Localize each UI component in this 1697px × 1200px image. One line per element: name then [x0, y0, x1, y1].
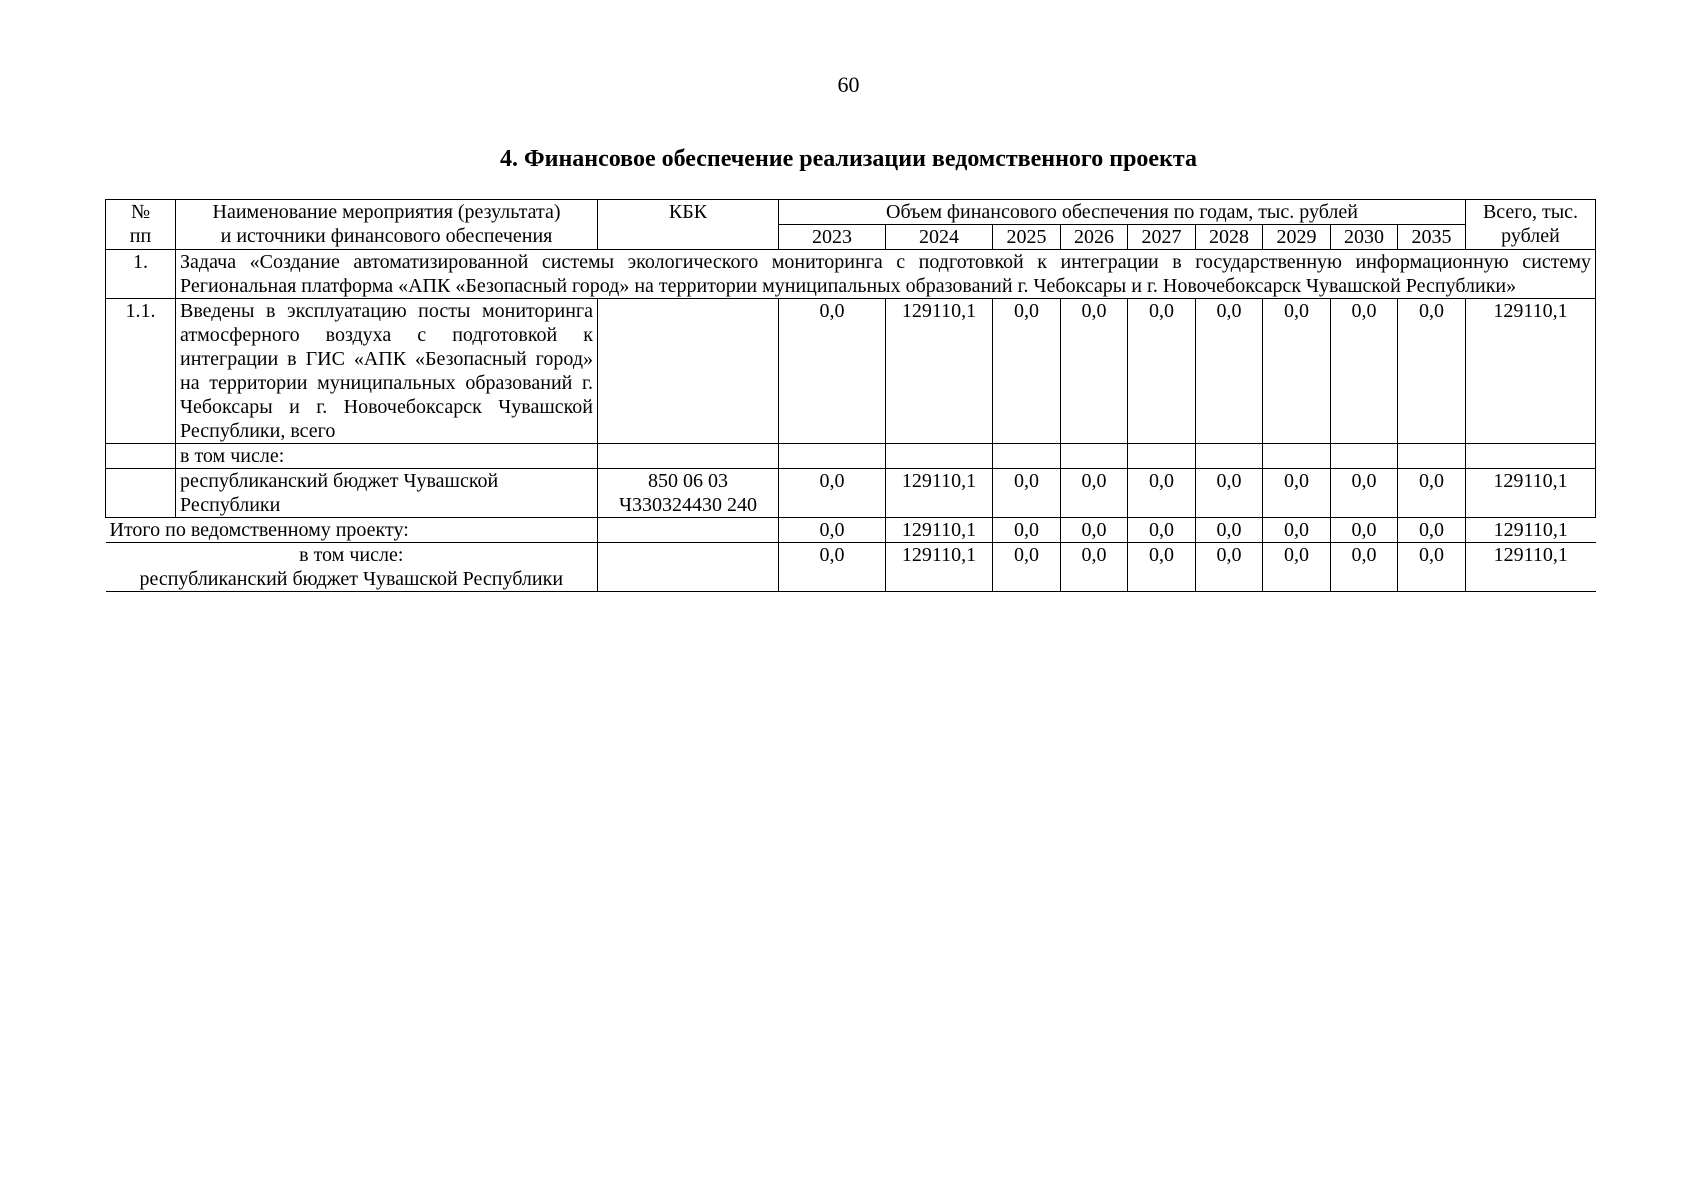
grand-including-kbk: [598, 543, 779, 592]
task-text: Задача «Создание автоматизированной системы экологического мониторинга с подготовкой к интеграции в государственную информационную систему Региональная платформа «АПК «Безопасный город» на территории муниципальных образований г. Чебоксары и г. Новочебоксарск Чувашской Республики»: [176, 250, 1596, 299]
year-header: 2035: [1398, 225, 1466, 250]
grand-including-value: 0,0: [1263, 543, 1331, 592]
budget-value: 0,0: [1128, 469, 1196, 518]
header-name: Наименование мероприятия (результата): [212, 201, 561, 223]
including-value: [1331, 444, 1398, 469]
budget-kbk: [598, 469, 779, 518]
item-value: 0,0: [1263, 299, 1331, 444]
grand-including-label1: в том числе:: [299, 544, 404, 566]
including-value: [1398, 444, 1466, 469]
item-value: 0,0: [1061, 299, 1128, 444]
item-kbk: [598, 299, 779, 444]
grand-including-label2: республиканский бюджет Чувашской Республики: [139, 568, 564, 590]
header-num: №: [130, 201, 151, 223]
grand-including-value: 0,0: [993, 543, 1061, 592]
header-name-cell: [176, 200, 598, 250]
header-num2: пп: [129, 225, 152, 247]
budget-kbk-line1: 850 06 03: [648, 470, 728, 492]
budget-value: 0,0: [1196, 469, 1263, 518]
including-value: [779, 444, 886, 469]
grand-total-kbk: [598, 518, 779, 543]
budget-kbk-line2: Ч330324430 240: [619, 494, 757, 516]
grand-including-value: 0,0: [779, 543, 886, 592]
header-total: Всего, тыс.: [1482, 201, 1579, 223]
including-kbk: [598, 444, 779, 469]
grand-total-value: 0,0: [779, 518, 886, 543]
year-header: 2029: [1263, 225, 1331, 250]
grand-total-value: 0,0: [1263, 518, 1331, 543]
grand-including-value: 129110,1: [886, 543, 993, 592]
year-header: 2023: [779, 225, 886, 250]
grand-total-value: 0,0: [1398, 518, 1466, 543]
budget-value: 0,0: [1263, 469, 1331, 518]
header-volume: Объем финансового обеспечения по годам, тыс. рублей: [779, 200, 1466, 225]
item-value: 0,0: [1398, 299, 1466, 444]
year-header: 2026: [1061, 225, 1128, 250]
grand-including-value: 0,0: [1398, 543, 1466, 592]
item-value: 0,0: [1196, 299, 1263, 444]
budget-value: 0,0: [779, 469, 886, 518]
grand-total-value: 0,0: [1331, 518, 1398, 543]
year-header: 2027: [1128, 225, 1196, 250]
year-header: 2030: [1331, 225, 1398, 250]
budget-value: 0,0: [1061, 469, 1128, 518]
including-value: [1263, 444, 1331, 469]
header-num-cell: [106, 200, 176, 250]
including-value: [993, 444, 1061, 469]
budget-value: 0,0: [993, 469, 1061, 518]
grand-including-label: [106, 543, 598, 592]
budget-value: 0,0: [1331, 469, 1398, 518]
grand-including-value: 0,0: [1196, 543, 1263, 592]
including-value: [1061, 444, 1128, 469]
budget-num: [106, 469, 176, 518]
header-kbk: КБК: [598, 200, 779, 250]
item-value: 0,0: [779, 299, 886, 444]
item-value: 129110,1: [886, 299, 993, 444]
page-number: 60: [837, 72, 860, 97]
item-name: Введены в эксплуатацию посты мониторинга атмосферного воздуха с подготовкой к интеграции в ГИС «АПК «Безопасный город» на территории муниципальных образований г. Чебоксары и г. Новочебоксарск Чувашской Республики, всего: [176, 299, 598, 444]
budget-name: республиканский бюджет Чувашской Республики: [176, 469, 598, 518]
header-name2: и источники финансового обеспечения: [220, 225, 553, 247]
budget-value: 129110,1: [886, 469, 993, 518]
grand-including-value: 0,0: [1331, 543, 1398, 592]
section-title: 4. Финансовое обеспечение реализации ведомственного проекта: [500, 146, 1197, 172]
grand-total-total: 129110,1: [1466, 518, 1596, 543]
grand-total-value: 0,0: [1061, 518, 1128, 543]
item-value: 0,0: [1128, 299, 1196, 444]
grand-total-value: 129110,1: [886, 518, 993, 543]
header-total2: рублей: [1501, 225, 1560, 247]
including-value: [886, 444, 993, 469]
including-value: [1128, 444, 1196, 469]
item-total: 129110,1: [1466, 299, 1596, 444]
budget-value: 0,0: [1398, 469, 1466, 518]
grand-total-value: 0,0: [1196, 518, 1263, 543]
financing-table: [105, 199, 1596, 592]
budget-total: 129110,1: [1466, 469, 1596, 518]
grand-including-value: 0,0: [1061, 543, 1128, 592]
grand-total-value: 0,0: [993, 518, 1061, 543]
including-num: [106, 444, 176, 469]
grand-including-value: 0,0: [1128, 543, 1196, 592]
header-total-cell: [1466, 200, 1596, 250]
year-header: 2028: [1196, 225, 1263, 250]
grand-total-label: Итого по ведомственному проекту:: [106, 518, 598, 543]
item-value: 0,0: [1331, 299, 1398, 444]
year-header: 2025: [993, 225, 1061, 250]
including-value: [1196, 444, 1263, 469]
item-num: 1.1.: [106, 299, 176, 444]
item-value: 0,0: [993, 299, 1061, 444]
grand-including-total: 129110,1: [1466, 543, 1596, 592]
including-total: [1466, 444, 1596, 469]
year-header: 2024: [886, 225, 993, 250]
including-label: в том числе:: [176, 444, 598, 469]
grand-total-value: 0,0: [1128, 518, 1196, 543]
task-num: 1.: [106, 250, 176, 299]
